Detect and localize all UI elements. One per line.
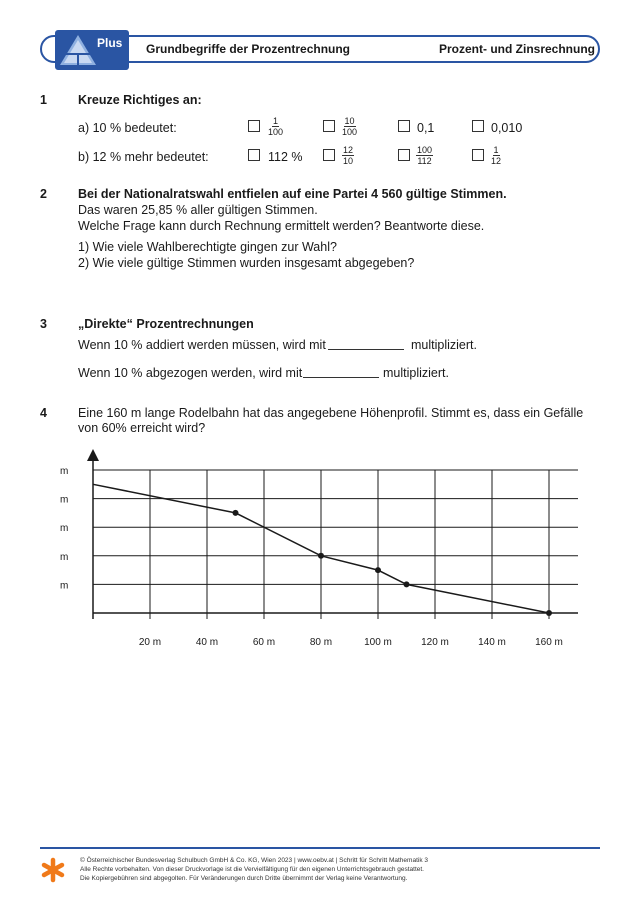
chart-grid bbox=[93, 470, 578, 619]
task1-title: Kreuze Richtiges an: bbox=[78, 93, 202, 107]
x-tick-labels bbox=[139, 637, 563, 648]
task3-line1-end: multipliziert. bbox=[411, 338, 477, 352]
task1-number: 1 bbox=[40, 93, 47, 107]
profile-point bbox=[404, 581, 410, 587]
task2-number: 2 bbox=[40, 187, 47, 201]
subject-title: Prozent- und Zinsrechnung bbox=[439, 42, 595, 56]
asterisk-logo-icon bbox=[40, 857, 66, 883]
task1a-option-2: $\frac{10}{100}$ bbox=[342, 116, 358, 137]
logo-label: Plus bbox=[97, 36, 123, 50]
x-tick-label: 20 m bbox=[138, 637, 162, 648]
task2-question-1: 1) Wie viele Wahlberechtigte gingen zur Wahl? bbox=[78, 240, 337, 254]
task3-line2-end: multipliziert. bbox=[383, 366, 449, 380]
task1b-label: b) 12 % mehr bedeutet: bbox=[78, 150, 209, 164]
task4-number: 4 bbox=[40, 406, 47, 420]
x-tick-label: 40 m bbox=[195, 637, 219, 648]
page-title: Grundbegriffe der Prozentrechnung bbox=[146, 42, 351, 56]
task1b-option-1: 112 % bbox=[268, 150, 303, 164]
y-tick-labels bbox=[60, 466, 68, 591]
footer-copyright: © Österreichischer Bundesverlag Schulbuch GmbH & Co. KG, Wien 2023 | www.oebv.at | Schritt für Schritt Mathematik 3 Alle Rechte vorbehalten. Von dieser Druckvorlage ist die Vervielfältigung für den eigenen Unterrichtsgebrauch gestattet. Die Kopiergebühren sind abgegolten. Für Veränderungen durch Dritte übernimmt der Verlag keine Verantwortung. bbox=[80, 857, 428, 882]
task1b-option-2: $\frac{12}{10}$ bbox=[343, 145, 354, 166]
y-tick-label: m bbox=[60, 466, 69, 477]
task3-number: 3 bbox=[40, 317, 47, 331]
task4-line1: Eine 160 m lange Rodelbahn hat das angegebene Höhenprofil. Stimmt es, dass ein Gefälle bbox=[78, 406, 584, 420]
task4-line2: von 60% erreicht wird? bbox=[78, 421, 206, 435]
x-tick-label: 140 m bbox=[478, 637, 506, 648]
y-tick-label: m bbox=[60, 523, 69, 535]
profile-point bbox=[375, 567, 381, 573]
task1a-option-1: $\frac{1}{100}$ bbox=[268, 116, 284, 137]
x-tick-label: 100 m bbox=[364, 637, 392, 648]
task1a-option-3: 0,1 bbox=[417, 121, 435, 135]
profile-point bbox=[546, 610, 552, 616]
x-tick-label: 160 m bbox=[535, 637, 563, 648]
task2-question-2: 2) Wie viele gültige Stimmen wurden insgesamt abgegeben? bbox=[78, 256, 415, 270]
task1a-label: a) 10 % bedeutet: bbox=[78, 121, 177, 135]
profile-point bbox=[233, 510, 239, 516]
task3-line2-start: Wenn 10 % abgezogen werden, wird mit bbox=[78, 366, 303, 380]
profile-point bbox=[318, 553, 324, 559]
task2-line1: Bei der Nationalratswahl entfielen auf eine Partei 4 560 gültige Stimmen. bbox=[78, 187, 507, 201]
x-tick-label: 80 m bbox=[309, 637, 333, 648]
x-tick-label: 60 m bbox=[252, 637, 276, 648]
task1b-option-3: $\frac{100}{112}$ bbox=[417, 145, 433, 166]
y-tick-label: m bbox=[60, 580, 69, 592]
task3-line1-start: Wenn 10 % addiert werden müssen, wird mit bbox=[78, 338, 326, 352]
task2-line3: Welche Frage kann durch Rechnung ermittelt werden? Beantworte diese. bbox=[78, 219, 485, 233]
task3-title: „Direkte“ Prozentrechnungen bbox=[78, 317, 254, 331]
footer-divider bbox=[40, 847, 600, 849]
y-tick-label: m bbox=[60, 494, 69, 506]
task1a-option-4: 0,010 bbox=[491, 121, 523, 135]
x-tick-label: 120 m bbox=[421, 637, 449, 648]
task2-line2: Das waren 25,85 % aller gültigen Stimmen. bbox=[78, 203, 318, 217]
y-tick-label: m bbox=[60, 551, 69, 563]
task1b-option-4: $\frac{1}{12}$ bbox=[491, 145, 502, 166]
profile-points bbox=[233, 510, 553, 616]
